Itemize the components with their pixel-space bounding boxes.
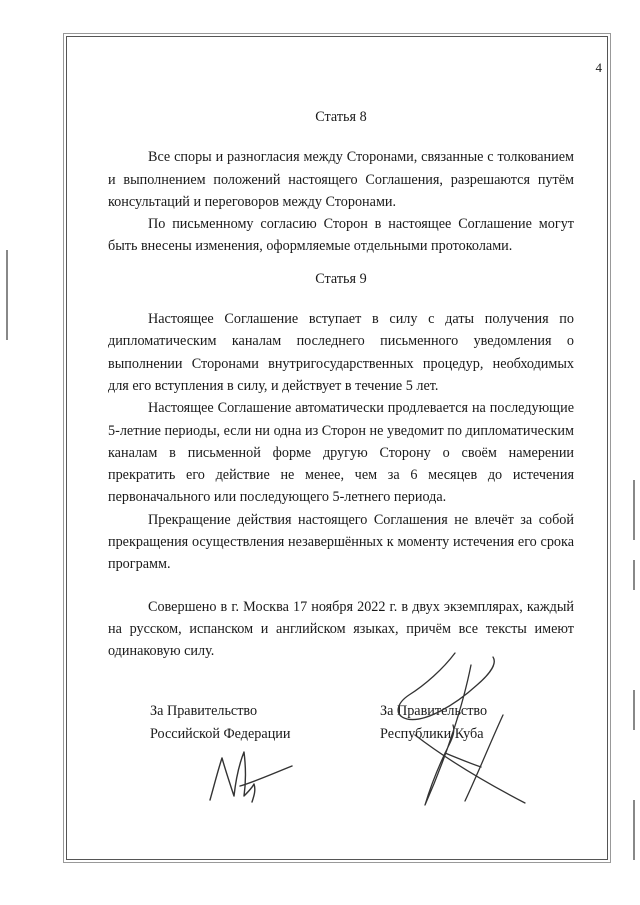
scan-edge-mark bbox=[6, 250, 8, 340]
article-8-paragraph: По письменному согласию Сторон в настоящее Соглашение могут быть внесены изменения, оформляемые отдельными протоколами. bbox=[108, 216, 574, 255]
scan-edge-mark bbox=[633, 480, 635, 540]
page-number: 4 bbox=[595, 60, 602, 75]
article-9-paragraph: Настоящее Соглашение автоматически продлевается на последующие 5-летние периоды, если ни одна из Сторон не уведомит по дипломатическим каналам в письменной форме другую Сторону о своём намерении прекратить его действие не менее, чем за 6 месяцев до истечения первоначального или последующего 5-летнего периода. bbox=[108, 400, 574, 506]
article-8-heading: Статья 8 bbox=[315, 109, 367, 125]
scan-edge-mark bbox=[633, 800, 635, 860]
signatory-cuba-line2: Республики Куба bbox=[380, 726, 484, 742]
document-body bbox=[108, 106, 574, 663]
signatory-cuba-line1: За Правительство bbox=[380, 703, 488, 719]
signatory-russia bbox=[150, 700, 290, 746]
article-9-paragraph: Настоящее Соглашение вступает в силу с даты получения по дипломатическим каналам последнего письменного уведомления о выполнении Сторонами внутригосударственных процедур, необходимых для его вступления в силу, и действует в течение 5 лет. bbox=[108, 311, 574, 394]
article-8-paragraph: Все споры и разногласия между Сторонами, связанные с толкованием и выполнением положений настоящего Соглашения, разрешаются путём консультаций и переговоров между Сторонами. bbox=[108, 149, 574, 210]
closing-paragraph: Совершено в г. Москва 17 ноября 2022 г. в двух экземплярах, каждый на русском, испанском и английском языках, причём все тексты имеют одинаковую силу. bbox=[108, 598, 574, 660]
signatory-cuba bbox=[380, 700, 487, 746]
scan-edge-mark bbox=[633, 560, 635, 590]
scan-edge-mark bbox=[633, 690, 635, 730]
signatory-russia-line2: Российской Федерации bbox=[150, 726, 291, 742]
signatory-russia-line1: За Правительство bbox=[150, 703, 258, 719]
article-9-heading: Статья 9 bbox=[315, 270, 367, 287]
article-9-paragraph: Прекращение действия настоящего Соглашения не влечёт за собой прекращения осуществления незавершённых к моменту истечения его срока программ. bbox=[108, 511, 574, 573]
